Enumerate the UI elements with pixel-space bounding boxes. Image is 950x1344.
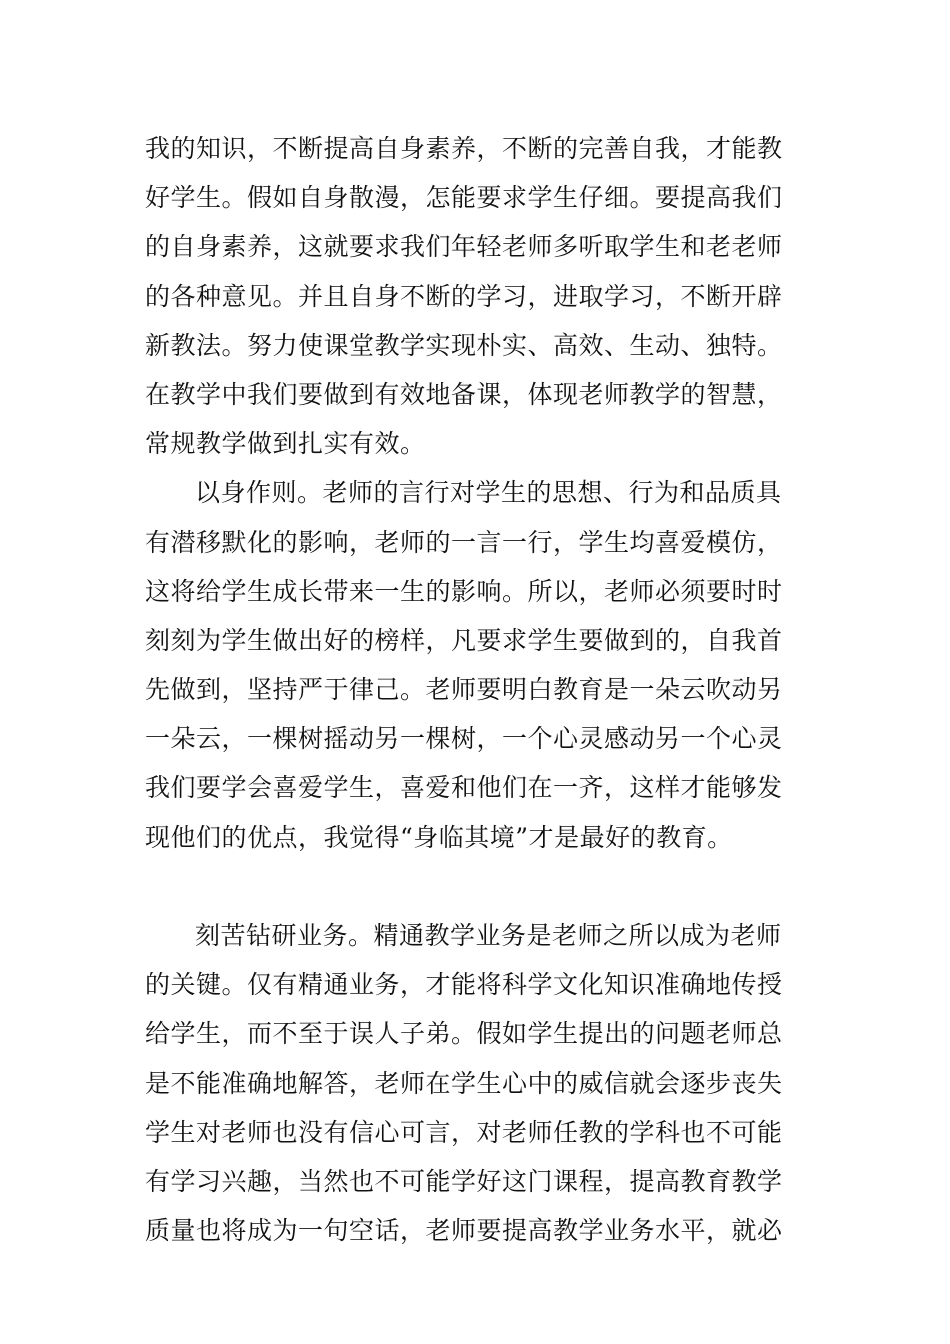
text-line: 我的知识，不断提高自身素养，不断的完善自我，才能教 bbox=[145, 134, 783, 163]
text-line: 以身作则。老师的言行对学生的思想、行为和品质具 bbox=[195, 478, 782, 508]
text-line: 给学生，而不至于误人子弟。假如学生提出的问题老师总 bbox=[145, 1019, 783, 1049]
paragraph-3 bbox=[145, 911, 810, 1255]
text-line: 现他们的优点，我觉得“身临其境”才是最好的教育。 bbox=[145, 822, 733, 852]
text-line bbox=[145, 862, 810, 911]
text-line: 有潜移默化的影响，老师的一言一行，学生均喜爱模仿， bbox=[145, 527, 783, 557]
text-line: 刻刻为学生做出好的榜样，凡要求学生要做到的，自我首 bbox=[145, 625, 783, 655]
text-line: 这将给学生成长带来一生的影响。所以，老师必须要时时 bbox=[145, 576, 783, 606]
text-line: 的关键。仅有精通业务，才能将科学文化知识准确地传授 bbox=[145, 970, 783, 1000]
text-line: 在教学中我们要做到有效地备课，体现老师教学的智慧， bbox=[145, 379, 783, 409]
paragraph-1 bbox=[145, 124, 810, 468]
text-line: 好学生。假如自身散漫，怎能要求学生仔细。要提高我们 bbox=[145, 183, 783, 213]
document-body bbox=[145, 124, 810, 1255]
text-line: 是不能准确地解答，老师在学生心中的威信就会逐步丧失 bbox=[145, 1068, 783, 1098]
paragraph-2 bbox=[145, 468, 810, 911]
text-line: 刻苦钻研业务。精通教学业务是老师之所以成为老师 bbox=[195, 921, 782, 950]
text-line: 新教法。努力使课堂教学实现朴实、高效、生动、独特。 bbox=[145, 330, 783, 360]
text-line: 有学习兴趣，当然也不可能学好这门课程，提高教育教学 bbox=[145, 1166, 783, 1196]
text-line: 的各种意见。并且自身不断的学习，进取学习，不断开辟 bbox=[145, 281, 783, 311]
text-line: 我们要学会喜爱学生，喜爱和他们在一齐，这样才能够发 bbox=[145, 773, 783, 803]
text-line: 一朵云，一棵树摇动另一棵树，一个心灵感动另一个心灵 bbox=[145, 724, 783, 754]
text-line: 质量也将成为一句空话，老师要提高教学业务水平，就必 bbox=[145, 1216, 783, 1246]
text-line: 学生对老师也没有信心可言，对老师任教的学科也不可能 bbox=[145, 1117, 783, 1147]
text-line: 的自身素养，这就要求我们年轻老师多听取学生和老老师 bbox=[145, 232, 783, 262]
text-line: 先做到，坚持严于律己。老师要明白教育是一朵云吹动另 bbox=[145, 675, 783, 705]
text-line: 常规教学做到扎实有效。 bbox=[145, 429, 426, 459]
